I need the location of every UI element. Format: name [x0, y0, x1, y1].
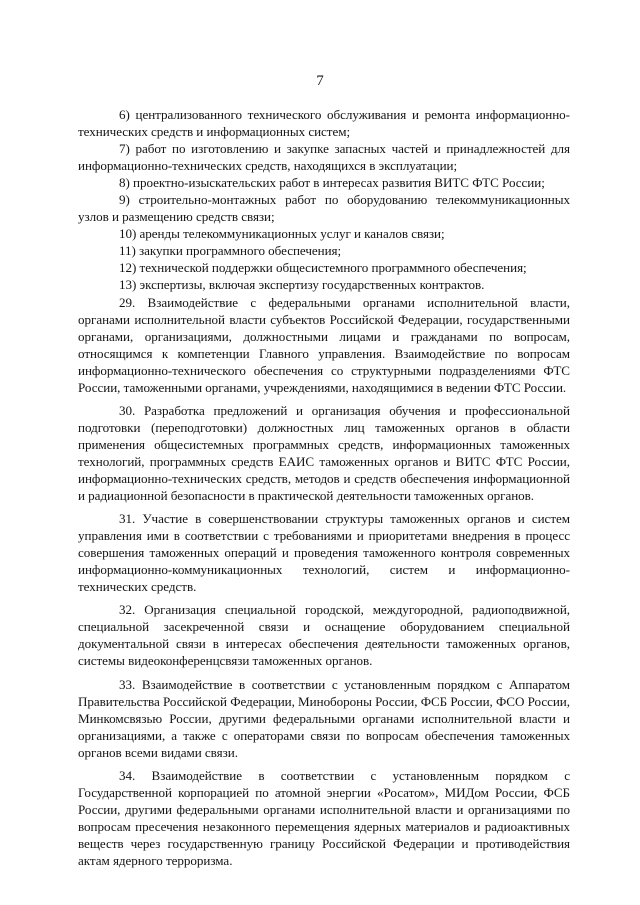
list-item-12: 12) технической поддержки общесистемного программного обеспечения;: [119, 260, 527, 276]
paragraph-33: 33. Взаимодействие в соответствии с установленным порядком с Аппаратом Правительства Российской Федерации, Минобороны России, ФСБ России, ФСО России, Минкомсвязью России, другими федеральными органами исполнительной власти и организациями, а также с операторами связи по вопросам обеспечения таможенных органов всеми видами связи.: [78, 676, 570, 760]
paragraph-29: 29. Взаимодействие с федеральными органами исполнительной власти, органами исполнительной власти субъектов Российской Федерации, государственными органами, организациями, должностными лицами и гражданами по вопросам, относящимся к компетенции Главного управления. Взаимодействие по вопросам информационно-технического обеспечения со структурными подразделениями ФТС России, таможенными органами, учреждениями, находящимися в ведении ФТС России.: [78, 294, 570, 395]
list-item-13: 13) экспертизы, включая экспертизу государственных контрактов.: [119, 277, 485, 293]
paragraph-34: 34. Взаимодействие в соответствии с установленным порядком с Государственной корпорацией по атомной энергии «Росатом», МИДом России, ФСБ России, другими федеральными органами исполнительной власти и организациями по вопросам пресечения незаконного перемещения ядерных материалов и радиоактивных веществ через государственную границу Российской Федерации и противодействия актам ядерного терроризма.: [78, 767, 570, 868]
document-body: [78, 106, 570, 869]
page-number: 7: [316, 73, 324, 89]
list-item-11: 11) закупки программного обеспечения;: [119, 243, 342, 259]
paragraph-31: 31. Участие в совершенствовании структуры таможенных органов и систем управления ими в соответствии с требованиями и приоритетами внедрения в процесс совершения таможенных операций и проведения таможенного контроля современных информационно-коммуникационных технологий, систем и информационно-технических средств.: [78, 511, 570, 595]
paragraph-32: 32. Организация специальной городской, междугородной, радиоподвижной, специальной засекреченной связи и оснащение оборудованием специальной документальной связи в интересах обеспечения деятельности таможенных органов, системы видеоконференцсвязи таможенных органов.: [78, 602, 570, 669]
paragraph-30: 30. Разработка предложений и организация обучения и профессиональной подготовки (переподготовки) должностных лиц таможенных органов в области применения общесистемных программных средств, информационных таможенных технологий, программных средств ЕАИС таможенных органов и ВИТС ФТС России, информационно-технических средств, методов и средств обеспечения информационной и радиационной безопасности в практической деятельности таможенных органов.: [78, 402, 570, 504]
list-item-7: 7) работ по изготовлению и закупке запасных частей и принадлежностей для информационно-технических средств, находящихся в эксплуатации;: [78, 141, 570, 174]
list-item-9: 9) строительно-монтажных работ по оборудованию телекоммуникационных узлов и размещению средств связи;: [78, 192, 570, 225]
list-item-10: 10) аренды телекоммуникационных услуг и каналов связи;: [119, 226, 445, 242]
list-item-8: 8) проектно-изыскательских работ в интересах развития ВИТС ФТС России;: [119, 175, 545, 191]
list-item-6: 6) централизованного технического обслуживания и ремонта информационно-технических средств и информационных систем;: [78, 107, 570, 140]
